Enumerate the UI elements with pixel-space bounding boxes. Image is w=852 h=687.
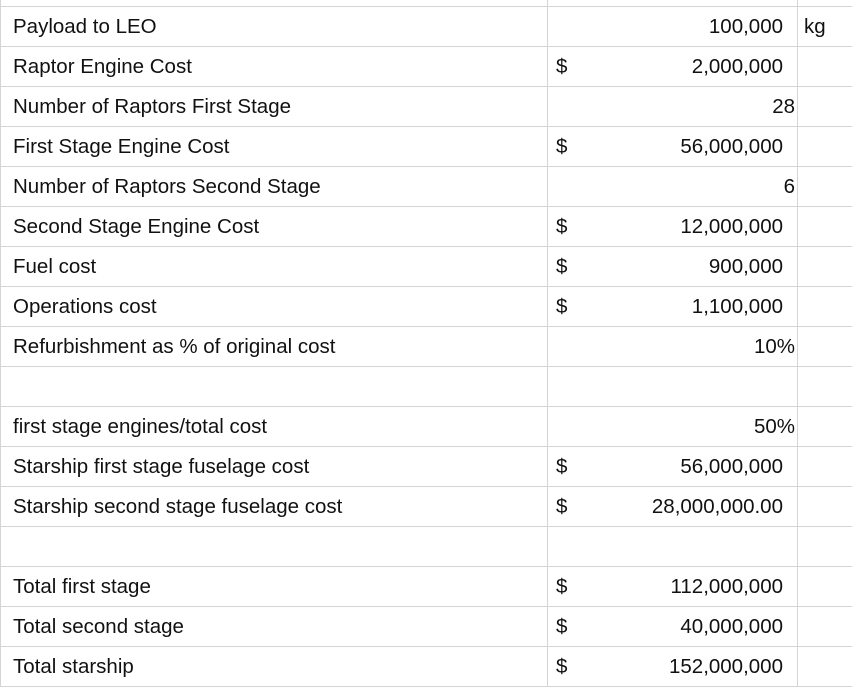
table-row [0, 7, 852, 47]
value-cell[interactable] [548, 127, 798, 167]
label-cell[interactable]: Refurbishment as % of original cost [0, 327, 548, 367]
value-cell[interactable] [548, 487, 798, 527]
label-cell[interactable]: First Stage Engine Cost [0, 127, 548, 167]
cell-value: 152,000,000 [668, 655, 783, 678]
unit-cell[interactable] [798, 127, 852, 167]
unit-cell[interactable] [798, 447, 852, 487]
unit-cell[interactable] [798, 287, 852, 327]
table-row [0, 567, 852, 607]
table-row [0, 527, 852, 567]
unit-cell[interactable] [798, 407, 852, 447]
grid-top-edge [0, 0, 852, 7]
value-cell[interactable] [548, 287, 798, 327]
currency-symbol: $ [556, 575, 568, 598]
cell-value: 50% [753, 415, 795, 438]
value-cell[interactable] [548, 527, 798, 567]
unit-cell[interactable] [798, 647, 852, 687]
value-cell[interactable] [548, 167, 798, 207]
label-cell[interactable]: Total first stage [0, 567, 548, 607]
value-cell[interactable] [548, 647, 798, 687]
value-cell[interactable] [548, 327, 798, 367]
cell-value: 12,000,000 [680, 215, 783, 238]
cell-value: 2,000,000 [691, 55, 783, 78]
unit-cell[interactable] [798, 527, 852, 567]
label-cell[interactable]: Total starship [0, 647, 548, 687]
value-cell[interactable] [548, 407, 798, 447]
label-cell[interactable] [0, 367, 548, 407]
label-cell[interactable]: Starship first stage fuselage cost [0, 447, 548, 487]
currency-symbol: $ [556, 455, 568, 478]
cell-value: 10% [753, 335, 795, 358]
label-cell[interactable]: Number of Raptors Second Stage [0, 167, 548, 207]
currency-symbol: $ [556, 215, 568, 238]
label-cell[interactable]: Payload to LEO [0, 7, 548, 47]
value-cell[interactable] [548, 247, 798, 287]
value-cell[interactable] [548, 607, 798, 647]
cell-value: 56,000,000 [680, 135, 783, 158]
unit-cell[interactable] [798, 367, 852, 407]
value-cell[interactable] [548, 87, 798, 127]
table-row [0, 127, 852, 167]
value-cell[interactable] [548, 367, 798, 407]
table-row [0, 87, 852, 127]
unit-cell[interactable] [798, 487, 852, 527]
table-row [0, 487, 852, 527]
currency-symbol: $ [556, 655, 568, 678]
value-cell[interactable] [548, 47, 798, 87]
label-cell[interactable]: Fuel cost [0, 247, 548, 287]
table-row [0, 367, 852, 407]
label-cell[interactable] [0, 527, 548, 567]
cell-value: 6 [783, 175, 795, 198]
currency-symbol: $ [556, 135, 568, 158]
unit-cell[interactable] [798, 607, 852, 647]
unit-cell[interactable] [798, 207, 852, 247]
unit-cell[interactable] [798, 167, 852, 207]
currency-symbol: $ [556, 295, 568, 318]
table-row [0, 47, 852, 87]
table-row [0, 247, 852, 287]
cell-value: 28 [772, 95, 795, 118]
label-cell[interactable]: Second Stage Engine Cost [0, 207, 548, 247]
unit-cell[interactable] [798, 47, 852, 87]
table-row [0, 287, 852, 327]
value-cell[interactable] [548, 7, 798, 47]
value-cell[interactable] [548, 447, 798, 487]
label-cell[interactable]: Starship second stage fuselage cost [0, 487, 548, 527]
value-cell[interactable] [548, 207, 798, 247]
table-row [0, 167, 852, 207]
cell-value: 1,100,000 [691, 295, 783, 318]
value-cell[interactable] [548, 567, 798, 607]
currency-symbol: $ [556, 495, 568, 518]
cell-value: 40,000,000 [680, 615, 783, 638]
unit-cell[interactable]: kg [798, 7, 852, 47]
table-row [0, 647, 852, 687]
cell-value: 900,000 [708, 255, 783, 278]
unit-cell[interactable] [798, 87, 852, 127]
label-cell[interactable]: Operations cost [0, 287, 548, 327]
label-cell[interactable]: first stage engines/total cost [0, 407, 548, 447]
cell-value: 112,000,000 [670, 575, 783, 598]
cell-value: 100,000 [708, 15, 783, 38]
currency-symbol: $ [556, 615, 568, 638]
currency-symbol: $ [556, 255, 568, 278]
unit-cell[interactable] [798, 327, 852, 367]
table-row [0, 407, 852, 447]
table-row [0, 447, 852, 487]
label-cell[interactable]: Raptor Engine Cost [0, 47, 548, 87]
currency-symbol: $ [556, 55, 568, 78]
cell-value: 56,000,000 [680, 455, 783, 478]
label-cell[interactable]: Total second stage [0, 607, 548, 647]
table-row [0, 207, 852, 247]
unit-cell[interactable] [798, 247, 852, 287]
cell-value: 28,000,000.00 [651, 495, 783, 518]
unit-cell[interactable] [798, 567, 852, 607]
table-row [0, 607, 852, 647]
table-row [0, 327, 852, 367]
label-cell[interactable]: Number of Raptors First Stage [0, 87, 548, 127]
